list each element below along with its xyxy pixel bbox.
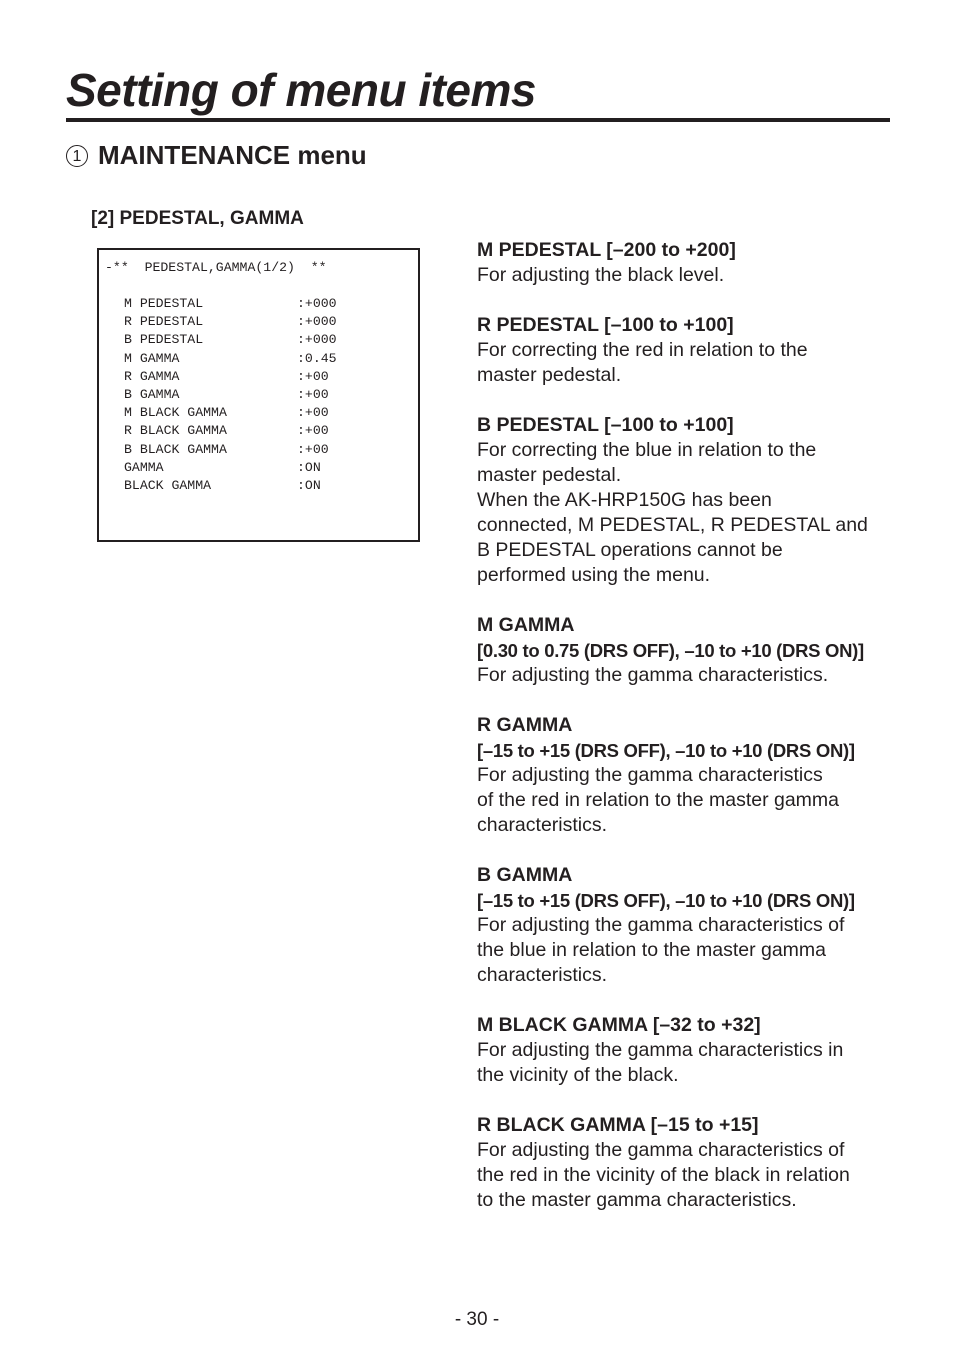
description-item: [477, 713, 897, 838]
menu-row: [105, 350, 418, 368]
menu-row-value: :+00: [297, 368, 329, 384]
description-line: For adjusting the gamma characteristics of: [477, 1139, 845, 1161]
description-line: master pedestal.: [477, 464, 622, 486]
description-title: B GAMMA: [477, 864, 573, 886]
menu-row: [105, 477, 418, 495]
menu-row-label: BLACK GAMMA: [124, 478, 212, 494]
description-line: characteristics.: [477, 814, 608, 836]
description-range: [–15 to +15 (DRS OFF), –10 to +10 (DRS ON)]: [477, 890, 855, 911]
menu-row-value: :+00: [297, 405, 329, 421]
menu-row-label: M GAMMA: [124, 350, 180, 366]
description-title: B PEDESTAL [–100 to +100]: [477, 414, 734, 436]
description-line: For adjusting the gamma characteristics in: [477, 1039, 844, 1061]
menu-screen-rows: [105, 295, 418, 495]
menu-row: [105, 313, 418, 331]
description-line: For adjusting the gamma characteristics.: [477, 664, 829, 686]
menu-row: [105, 295, 418, 313]
section-heading: [66, 140, 367, 171]
menu-row-value: :0.45: [297, 350, 337, 366]
menu-row-value: :ON: [297, 478, 321, 494]
menu-row-label: M PEDESTAL: [124, 296, 204, 311]
description-item: [477, 613, 897, 688]
description-line: For correcting the blue in relation to the: [477, 439, 817, 461]
description-title: M BLACK GAMMA [–32 to +32]: [477, 1014, 761, 1036]
menu-row: [105, 441, 418, 459]
menu-row: [105, 331, 418, 349]
menu-row: [105, 368, 418, 386]
description-line: master pedestal.: [477, 364, 622, 386]
description-line: For correcting the red in relation to the: [477, 339, 808, 361]
description-line: the red in the vicinity of the black in relation: [477, 1164, 850, 1186]
menu-row-label: M BLACK GAMMA: [124, 405, 227, 421]
menu-row: [105, 422, 418, 440]
menu-row: [105, 404, 418, 422]
description-title: M PEDESTAL [–200 to +200]: [477, 239, 736, 261]
description-line: to the master gamma characteristics.: [477, 1189, 797, 1211]
menu-row-label: R BLACK GAMMA: [124, 423, 227, 439]
menu-row-value: :+000: [297, 296, 337, 311]
description-line: the vicinity of the black.: [477, 1064, 679, 1086]
description-line: For adjusting the gamma characteristics of: [477, 914, 845, 936]
menu-row-label: GAMMA: [124, 459, 164, 475]
menu-row-value: :+00: [297, 441, 329, 457]
menu-row-label: B GAMMA: [124, 387, 180, 403]
menu-row-value: :+00: [297, 387, 329, 403]
description-line: For adjusting the gamma characteristics: [477, 764, 823, 786]
description-line: performed using the menu.: [477, 564, 711, 586]
section-number: 1: [66, 145, 88, 167]
description-column: [477, 238, 897, 1238]
description-title: M GAMMA: [477, 614, 575, 636]
description-line: B PEDESTAL operations cannot be: [477, 539, 783, 561]
menu-row-label: B BLACK GAMMA: [124, 441, 227, 457]
page-title: Setting of menu items: [66, 64, 890, 122]
menu-row-value: :+000: [297, 314, 337, 330]
menu-row-value: :+000: [297, 332, 337, 348]
menu-row-value: :ON: [297, 459, 321, 475]
menu-row-label: B PEDESTAL: [124, 332, 204, 348]
menu-screen: [97, 248, 420, 542]
description-line: characteristics.: [477, 964, 608, 986]
menu-row-value: :+00: [297, 423, 329, 439]
menu-row: [105, 459, 418, 477]
page-number: - 30 -: [454, 1309, 500, 1330]
description-item: [477, 313, 897, 388]
description-title: R GAMMA: [477, 714, 573, 736]
description-item: [477, 1013, 897, 1088]
description-range: [–15 to +15 (DRS OFF), –10 to +10 (DRS ON)]: [477, 740, 855, 761]
description-item: [477, 238, 897, 288]
subsection-heading: [2] PEDESTAL, GAMMA: [91, 208, 304, 229]
menu-row-label: R GAMMA: [124, 368, 180, 384]
menu-screen-header: -** PEDESTAL,GAMMA(1/2) **: [105, 260, 327, 275]
description-item: [477, 413, 897, 588]
description-item: [477, 1113, 897, 1213]
description-line: For adjusting the black level.: [477, 264, 725, 286]
description-line: the blue in relation to the master gamma: [477, 939, 827, 961]
section-title: MAINTENANCE menu: [98, 140, 367, 170]
menu-row: [105, 386, 418, 404]
description-title: R BLACK GAMMA [–15 to +15]: [477, 1114, 759, 1136]
description-line: of the red in relation to the master gamma: [477, 789, 840, 811]
menu-row-label: R PEDESTAL: [124, 314, 204, 330]
description-item: [477, 863, 897, 988]
description-line: connected, M PEDESTAL, R PEDESTAL and: [477, 514, 868, 536]
description-title: R PEDESTAL [–100 to +100]: [477, 314, 734, 336]
description-line: When the AK-HRP150G has been: [477, 489, 772, 511]
description-range: [0.30 to 0.75 (DRS OFF), –10 to +10 (DRS ON)]: [477, 640, 864, 661]
